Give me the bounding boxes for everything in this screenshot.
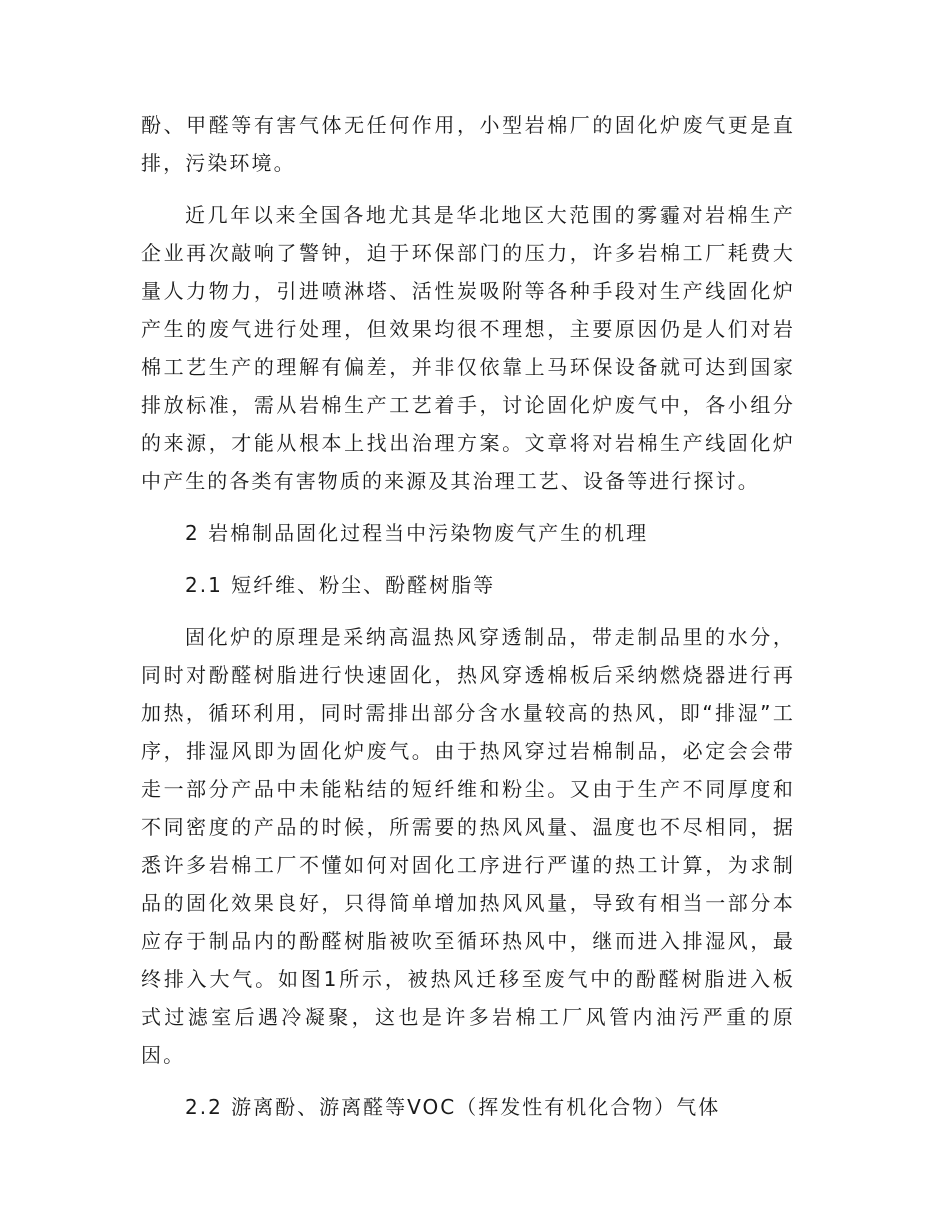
paragraph-smog-background: 近几年以来全国各地尤其是华北地区大范围的雾霾对岩棉生产企业再次敲响了警钟，迫于环保部门的压力，许多岩棉工厂耗费大量人力物力，引进喷淋塔、活性炭吸附等各种手段对生产线固化炉产生的废气进行处理，但效果均很不理想，主要原因仍是人们对岩棉工艺生产的理解有偏差，并非仅依靠上马环保设备就可达到国家排放标准，需从岩棉生产工艺着手，讨论固化炉废气中，各小组分的来源，才能从根本上找出治理方案。文章将对岩棉生产线固化炉中产生的各类有害物质的来源及其治理工艺、设备等进行探讨。	[141, 203, 795, 493]
section-heading-2: 2 岩棉制品固化过程当中污染物废气产生的机理	[185, 521, 649, 545]
subsection-heading-2-2: 2.2 游离酚、游离醛等VOC（挥发性有机化合物）气体	[185, 1095, 721, 1119]
paragraph-continuation: 酚、甲醛等有害气体无任何作用，小型岩棉厂的固化炉废气更是直排，污染环境。	[141, 113, 795, 175]
paragraph-curing-oven-principle: 固化炉的原理是采纳高温热风穿透制品，带走制品里的水分，同时对酚醛树脂进行快速固化，热风穿透棉板后采纳燃烧器进行再加热，循环利用，同时需排出部分含水量较高的热风，即“排湿”工序，排湿风即为固化炉废气。由于热风穿过岩棉制品，必定会会带走一部分产品中未能粘结的短纤维和粉尘。又由于生产不同厚度和不同密度的产品的时候，所需要的热风风量、温度也不尽相同，据悉许多岩棉工厂不懂如何对固化工序进行严谨的热工计算，为求制品的固化效果良好，只得简单增加热风风量，导致有相当一部分本应存于制品内的酚醛树脂被吹至循环热风中，继而进入排湿风，最终排入大气。如图1所示，被热风迁移至废气中的酚醛树脂进入板式过滤室后遇冷凝聚，这也是许多岩棉工厂风管内油污严重的原因。	[141, 625, 795, 1067]
subsection-heading-2-1: 2.1 短纤维、粉尘、酚醛树脂等	[185, 573, 496, 597]
